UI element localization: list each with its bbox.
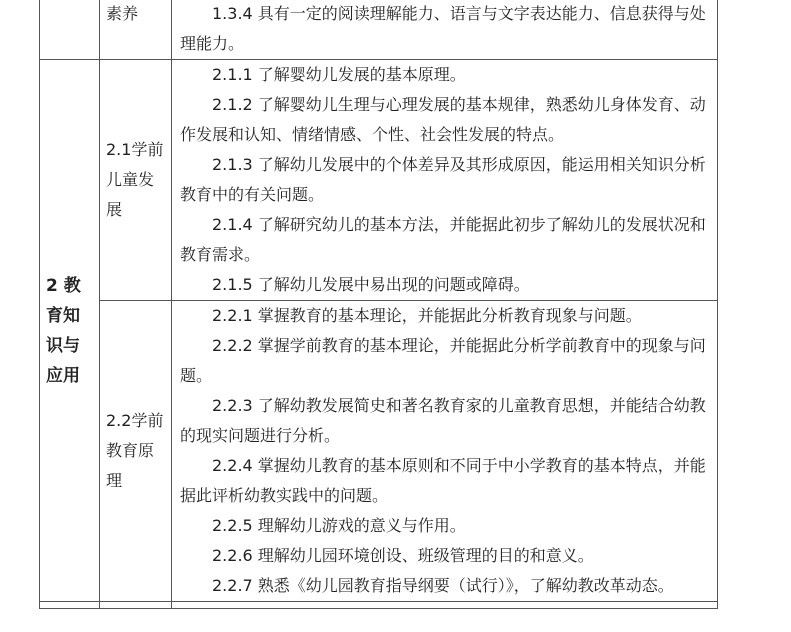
domain-cell [40, 60, 100, 602]
list-item: 2.1.5 了解幼儿发展中易出现的问题或障碍。 [212, 275, 530, 294]
list-item: 2.2.2 掌握学前教育的基本理论，并能据此分析学前教育中的现象与问题。 [180, 336, 706, 385]
list-item: 2.1.2 了解婴幼儿生理与心理发展的基本规律，熟悉幼儿身体发育、动作发展和认知、情绪情感、个性、社会性发展的特点。 [180, 95, 706, 144]
list-item: 1.3.4 具有一定的阅读理解能力、语言与文字表达能力、信息获得与处理能力。 [180, 4, 706, 53]
subdomain-label: 2.2学前教育原理 [106, 411, 164, 490]
table-row [40, 602, 718, 609]
domain-cell [40, 0, 100, 60]
subdomain-cell [100, 60, 172, 301]
items-cell [172, 301, 718, 602]
items-cell [172, 602, 718, 609]
list-item: 2.2.4 掌握幼儿教育的基本原则和不同于中小学教育的基本特点，并能据此评析幼教实践中的问题。 [180, 456, 706, 505]
subdomain-label: 素养 [106, 4, 139, 23]
subdomain-cell [100, 301, 172, 602]
list-item: 2.1.3 了解幼儿发展中的个体差异及其形成原因，能运用相关知识分析教育中的有关问题。 [180, 155, 706, 204]
subdomain-cell [100, 602, 172, 609]
list-item: 2.2.6 理解幼儿园环境创设、班级管理的目的和意义。 [212, 546, 594, 565]
subdomain-label: 2.1学前儿童发展 [106, 140, 164, 219]
list-item: 2.2.1 掌握教育的基本理论，并能据此分析教育现象与问题。 [212, 306, 642, 325]
items-cell [172, 0, 718, 60]
domain-cell [40, 602, 100, 609]
subdomain-cell [100, 0, 172, 60]
table-row [40, 60, 718, 301]
table-row [40, 301, 718, 602]
syllabus-table [39, 0, 718, 609]
domain-label: 2 教育知识与应用 [46, 275, 81, 386]
table-row [40, 0, 718, 60]
list-item: 2.1.4 了解研究幼儿的基本方法，并能据此初步了解幼儿的发展状况和教育需求。 [180, 215, 706, 264]
list-item: 2.2.3 了解幼教发展简史和著名教育家的儿童教育思想，并能结合幼教的现实问题进行分析。 [180, 396, 706, 445]
items-cell [172, 60, 718, 301]
list-item: 2.2.5 理解幼儿游戏的意义与作用。 [212, 516, 466, 535]
list-item: 2.1.1 了解婴幼儿发展的基本原理。 [212, 65, 466, 84]
list-item: 2.2.7 熟悉《幼儿园教育指导纲要（试行）》，了解幼教改革动态。 [212, 576, 674, 595]
